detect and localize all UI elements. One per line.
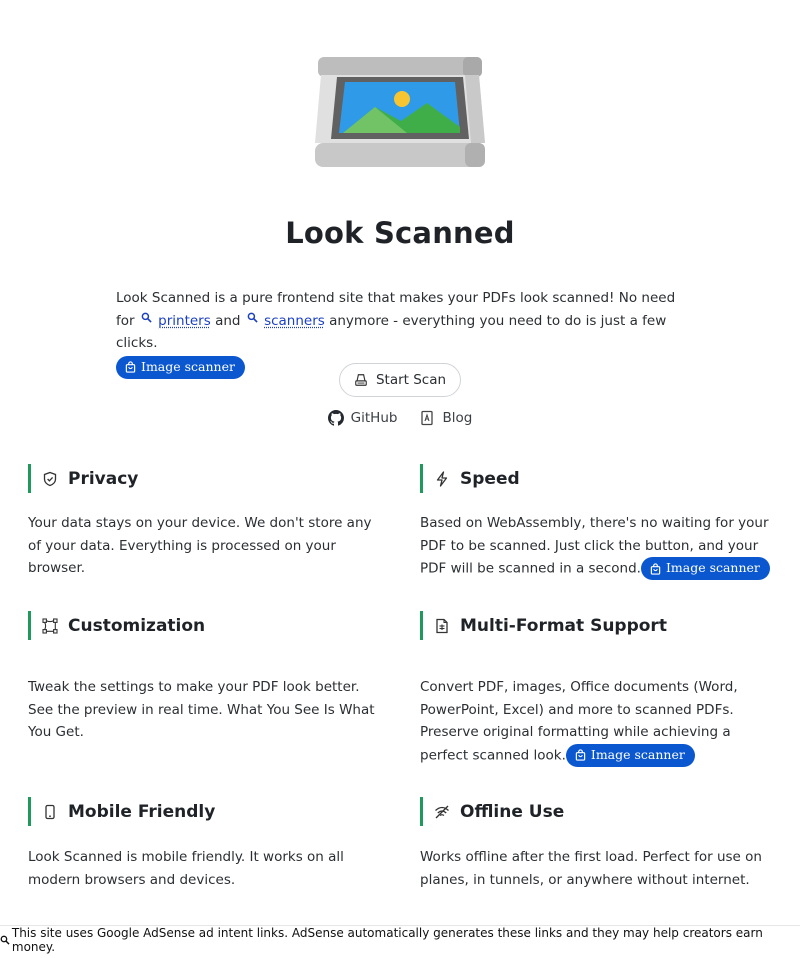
feature-description: Look Scanned is mobile friendly. It works on all modern browsers and devices. [28,849,344,888]
feature-customization [28,611,388,740]
feature-text: Based on WebAssembly, there's no waiting for your PDF to be scanned. Just click the button, and your PDF will be scanned in a second. [420,515,769,577]
blog-icon [419,410,435,426]
github-link[interactable] [328,410,398,426]
feature-description: Tweak the settings to make your PDF look better. See the preview in real time. What You See Is What You Get. [28,679,375,740]
feature-title: Offline Use [460,801,565,822]
intro-text-before: Look Scanned is a pure frontend site that makes your PDFs look scanned! No need for [116,290,676,329]
scanner-icon [354,373,368,387]
feature-description: Your data stays on your device. We don't store any of your data. Everything is processed on your browser. [28,515,372,576]
blog-link[interactable] [419,410,472,426]
file-document-icon [434,618,450,634]
scanner-illustration [315,55,485,170]
start-scan-button[interactable] [339,363,461,397]
shield-icon [42,471,58,487]
external-links [0,410,800,426]
start-scan-label: Start Scan [375,372,447,388]
search-icon [141,312,152,323]
search-icon [0,935,10,945]
intro-text-and: and [215,312,241,329]
page-title: Look Scanned [285,216,515,250]
scanners-link[interactable]: scanners [264,312,325,329]
shopping-bag-icon [650,563,661,575]
adsense-notice [0,925,800,953]
github-icon [328,410,344,426]
shopping-bag-icon [575,749,586,761]
intro-text-after: anymore - everything you need to do is just a few clicks. [116,312,667,351]
search-icon [247,312,258,323]
feature-title: Multi-Format Support [460,615,667,636]
vector-shape-icon [42,618,58,634]
adsense-notice-text: This site uses Google AdSense ad intent links. AdSense automatically generates these links and they may help creators earn money. [11,925,763,954]
printers-link[interactable]: printers [158,312,211,329]
feature-title: Mobile Friendly [68,801,216,822]
github-label: GitHub [350,410,398,426]
feature-speed [420,464,780,577]
chip-label: Image scanner [590,746,685,762]
image-scanner-chip[interactable] [641,557,770,580]
feature-title: Privacy [68,468,139,489]
feature-title: Customization [68,615,206,636]
chip-label: Image scanner [665,560,760,576]
feature-offline-use [420,797,780,888]
feature-privacy [28,464,388,576]
wifi-off-icon [434,804,450,820]
feature-description [420,676,780,767]
blog-label: Blog [442,410,473,426]
phone-icon [42,804,58,820]
shopping-bag-icon [125,361,136,373]
feature-description: Works offline after the first load. Perfect for use on planes, in tunnels, or anywhere without internet. [420,849,762,888]
image-scanner-chip[interactable] [116,356,245,379]
feature-multi-format [420,611,780,763]
feature-description [420,512,780,580]
chip-label: Image scanner [141,358,235,374]
feature-mobile-friendly [28,797,388,888]
lightning-icon [434,471,450,487]
image-scanner-chip[interactable] [566,744,695,767]
feature-title: Speed [460,468,520,489]
feature-text: Convert PDF, images, Office documents (Word, PowerPoint, Excel) and more to scanned PDFs. Preserve original formatting while achieving a perfect scanned look. [420,679,738,763]
